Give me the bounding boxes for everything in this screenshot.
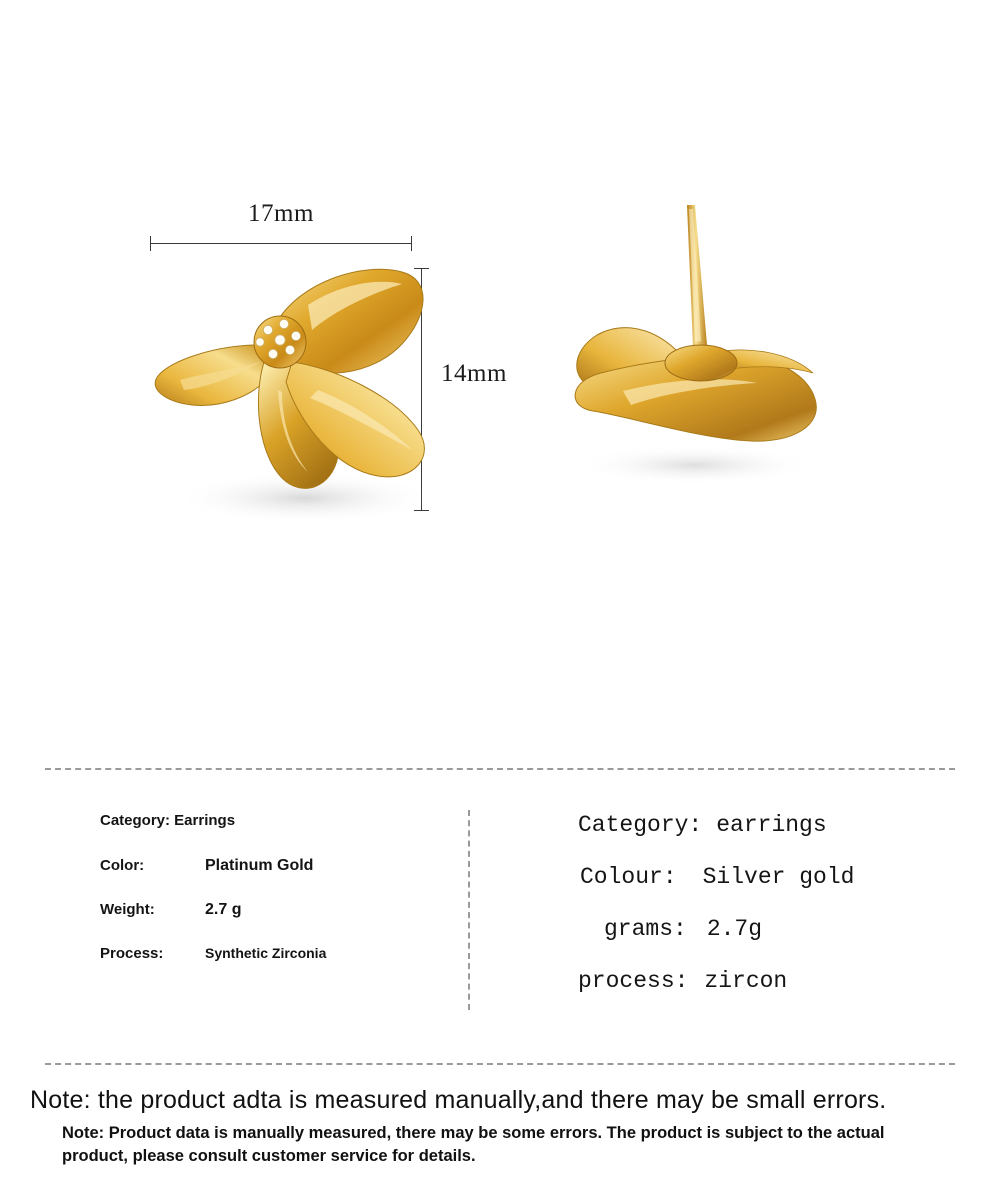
spec2-label-colour: Colour:	[580, 864, 677, 890]
spec2-label-grams: grams:	[604, 916, 687, 942]
spec-row	[100, 857, 460, 875]
earring-front-image	[140, 250, 440, 520]
spec-list-english	[100, 812, 460, 988]
spec-value-process: Synthetic Zirconia	[205, 945, 327, 961]
spec-label-process: Process:	[100, 945, 164, 962]
width-dimension-line	[150, 243, 412, 244]
earring-side-image	[535, 195, 835, 485]
spec2-value-colour: Silver gold	[702, 864, 855, 890]
spec-row	[604, 916, 978, 942]
spec-list-secondary	[578, 812, 978, 1020]
divider-bottom	[45, 1063, 955, 1065]
spec2-label-category: Category:	[578, 812, 703, 838]
spec-row	[100, 945, 460, 962]
spec-category-combo: Category: Earrings	[100, 812, 236, 829]
divider-vertical	[468, 810, 470, 1010]
spec-row	[100, 812, 460, 829]
divider-top	[45, 768, 955, 770]
spec-value-weight: 2.7 g	[205, 901, 242, 918]
spec-label-color: Color:	[100, 857, 145, 874]
width-dimension-label: 17mm	[248, 200, 314, 227]
note-secondary: Note: Product data is manually measured, there may be some errors. The product is subject to the actual product, please consult customer service for details.	[62, 1124, 885, 1165]
spec2-label-process: process:	[578, 968, 689, 994]
spec2-value-grams: 2.7g	[706, 916, 763, 942]
spec2-value-category: earrings	[716, 812, 827, 838]
spec-row	[578, 812, 978, 838]
height-dimension-label: 14mm	[441, 360, 507, 387]
spec-value-color: Platinum Gold	[205, 857, 314, 874]
note-primary: Note: the product adta is measured manually,and there may be small errors.	[30, 1086, 887, 1114]
spec-row	[580, 864, 978, 890]
spec-row	[578, 968, 978, 994]
spec-row	[100, 901, 460, 919]
spec-label-weight: Weight:	[100, 901, 155, 918]
spec2-value-process: zircon	[704, 968, 788, 994]
